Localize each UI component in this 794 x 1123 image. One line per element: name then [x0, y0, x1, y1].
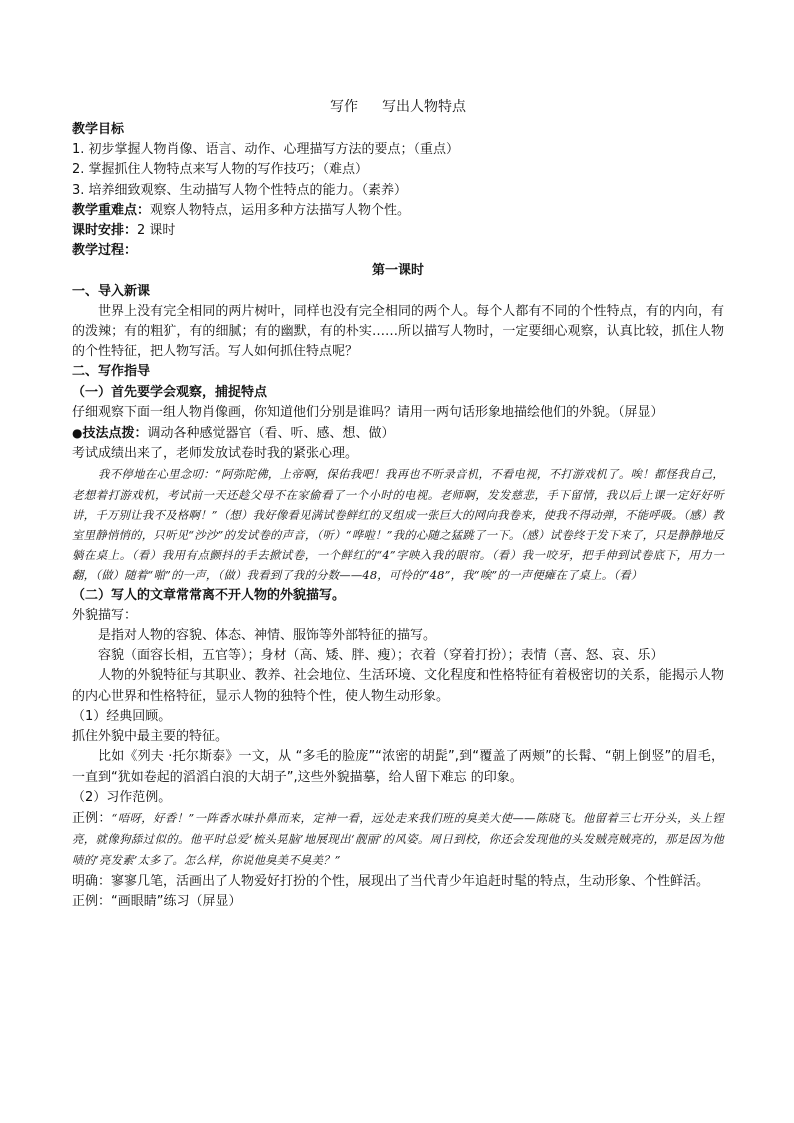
subsection-2-heading: （二）写人的文章常常离不开人物的外貌描写。 [72, 587, 346, 603]
bullet-icon: ● [72, 426, 83, 441]
lesson-1-heading: 第一课时 [371, 263, 424, 279]
appearance-relation: 人物的外貌特征与其职业、教养、社会地位、生活环境、文化程度和性格特征有着极密切的关系，能揭示人物的内心世界和性格特征，显示人物的独特个性，使人物生动形象。 [72, 668, 724, 704]
eyes-label: 正例： [72, 893, 112, 909]
sample-label: 正例： [72, 810, 112, 826]
objective-item-2: 2. 掌握抓住人物特点来写人物的写作技巧；（难点） [72, 162, 369, 178]
process-label: 教学过程： [72, 243, 138, 259]
tip-label: 技法点拨： [82, 426, 148, 442]
sample-paragraph [72, 808, 724, 872]
sample-text: “唔呀，好香！”一阵香水味扑鼻而来，定神一看，远处走来我们班的臭美大使——陈晓飞。他留着三七开分头，头上锃亮，就像狗舔过似的。他平时总爱‘梳头晃脑’地展现出‘靓丽’的风姿。周日到校，你还会发现他的头发贼亮贼亮的，那是因为他啧的‘亮发素’太多了。怎么样，你说他臭美不臭美？” [72, 810, 724, 868]
appearance-categories: 容貌（面容长相，五官等）；身材（高、矮、胖、瘦）；衣着（穿着打扮）；表情（喜、怒、哀、乐） [98, 648, 664, 664]
section-1-heading: 一、导入新课 [72, 283, 151, 299]
sample-heading: （2）习作范例。 [72, 789, 172, 805]
tip-text: 调动各种感觉器官（看、听、感、想、做） [147, 426, 395, 442]
explain-label: 明确： [72, 873, 112, 889]
example-intro: 考试成绩出来了，老师发放试卷时我的紧张心理。 [72, 446, 359, 462]
appearance-label: 外貌描写： [72, 607, 138, 623]
title-part-1: 写作 [330, 99, 358, 115]
key-points-label: 教学重难点： [72, 202, 151, 218]
tip-line [72, 423, 724, 444]
explain-text: 寥寥几笔，活画出了人物爱好打扮的个性，展现出了当代青少年追赶时髦的特点，生动形象、个性鲜活。 [111, 873, 710, 889]
appearance-definition: 是指对人物的容貌、体态、神情、服饰等外部特征的描写。 [98, 628, 437, 644]
schedule-text: 2 课时 [137, 223, 176, 239]
section-1-paragraph: 世界上没有完全相同的两片树叶，同样也没有完全相同的两个人。每个人都有不同的个性特点，有的内向，有的泼辣；有的粗犷，有的细腻；有的幽默，有的朴实……所以描写人物时，一定要细心观察，认真比较，抓住人物的个性特征，把人物写活。写人如何抓住特点呢？ [72, 303, 724, 360]
subsection-1-heading: （一）首先要学会观察，捕捉特点 [72, 384, 268, 400]
page-title [72, 96, 724, 118]
section-2-heading: 二、写作指导 [72, 364, 151, 380]
title-part-2: 写出人物特点 [382, 99, 466, 115]
review-point: 抓住外貌中最主要的特征。 [72, 729, 229, 745]
eyes-text: “画眼睛”练习（屏显） [111, 893, 242, 909]
schedule-line [72, 221, 724, 241]
key-points-line [72, 201, 724, 221]
objective-item-1: 1. 初步掌握人物肖像、语言、动作、心理描写方法的要点；（重点） [72, 142, 460, 158]
document-page [72, 96, 724, 912]
objective-item-3: 3. 培养细致观察、生动描写人物个性特点的能力。（素养） [72, 182, 408, 198]
schedule-label: 课时安排： [72, 223, 138, 239]
example-passage: 我不停地在心里念叨：“阿弥陀佛，上帝啊，保佑我吧！我再也不听录音机，不看电视，不打游戏机了。唉！都怪我自己，老想着打游戏机，考试前一天还趁父母不在家偷看了一个小时的电视。老师啊，发发慈悲，手下留情，我以后上课一定好好听讲，千万别让我不及格啊！”（想）我好像看见满试卷鲜红的叉组成一张巨大的网向我卷来，使我不得动弹，不能呼吸。（感）教室里静悄悄的，只听见“沙沙”的发试卷的声音，（听）“哗啦！”我的心随之猛跳了一下。（感）试卷终于发下来了，只是静静地反躺在桌上。（看）我用有点颤抖的手去掀试卷，一个鲜红的“4”字映入我的眼帘。（看）我一咬牙，把手伸到试卷底下，用力一翻，（做）随着“啪”的一声，（做）我看到了我的分数——48，可怜的“48”，我“唉”的一声便瘫在了桌上。（看） [72, 467, 724, 583]
explain-paragraph [72, 872, 724, 892]
review-heading: （1）经典回顾。 [72, 708, 172, 724]
key-points-text: 观察人物特点，运用多种方法描写人物个性。 [150, 202, 411, 218]
review-paragraph: 比如《列夫 ·托尔斯泰》一文，从 “多毛的脸庞”“浓密的胡髭”,到“覆盖了两颊”的长髯、“朝上倒竖”的眉毛， 一直到“犹如卷起的滔滔白浪的大胡子”,这些外貌描摹，给人留下难忘 的印象。 [72, 749, 724, 785]
objectives-heading: 教学目标 [72, 122, 125, 137]
subsection-1-instruction: 仔细观察下面一组人物肖像画，你知道他们分别是谁吗？请用一两句话形象地描绘他们的外貌。（屏显） [72, 404, 664, 420]
eyes-exercise-line [72, 892, 724, 912]
